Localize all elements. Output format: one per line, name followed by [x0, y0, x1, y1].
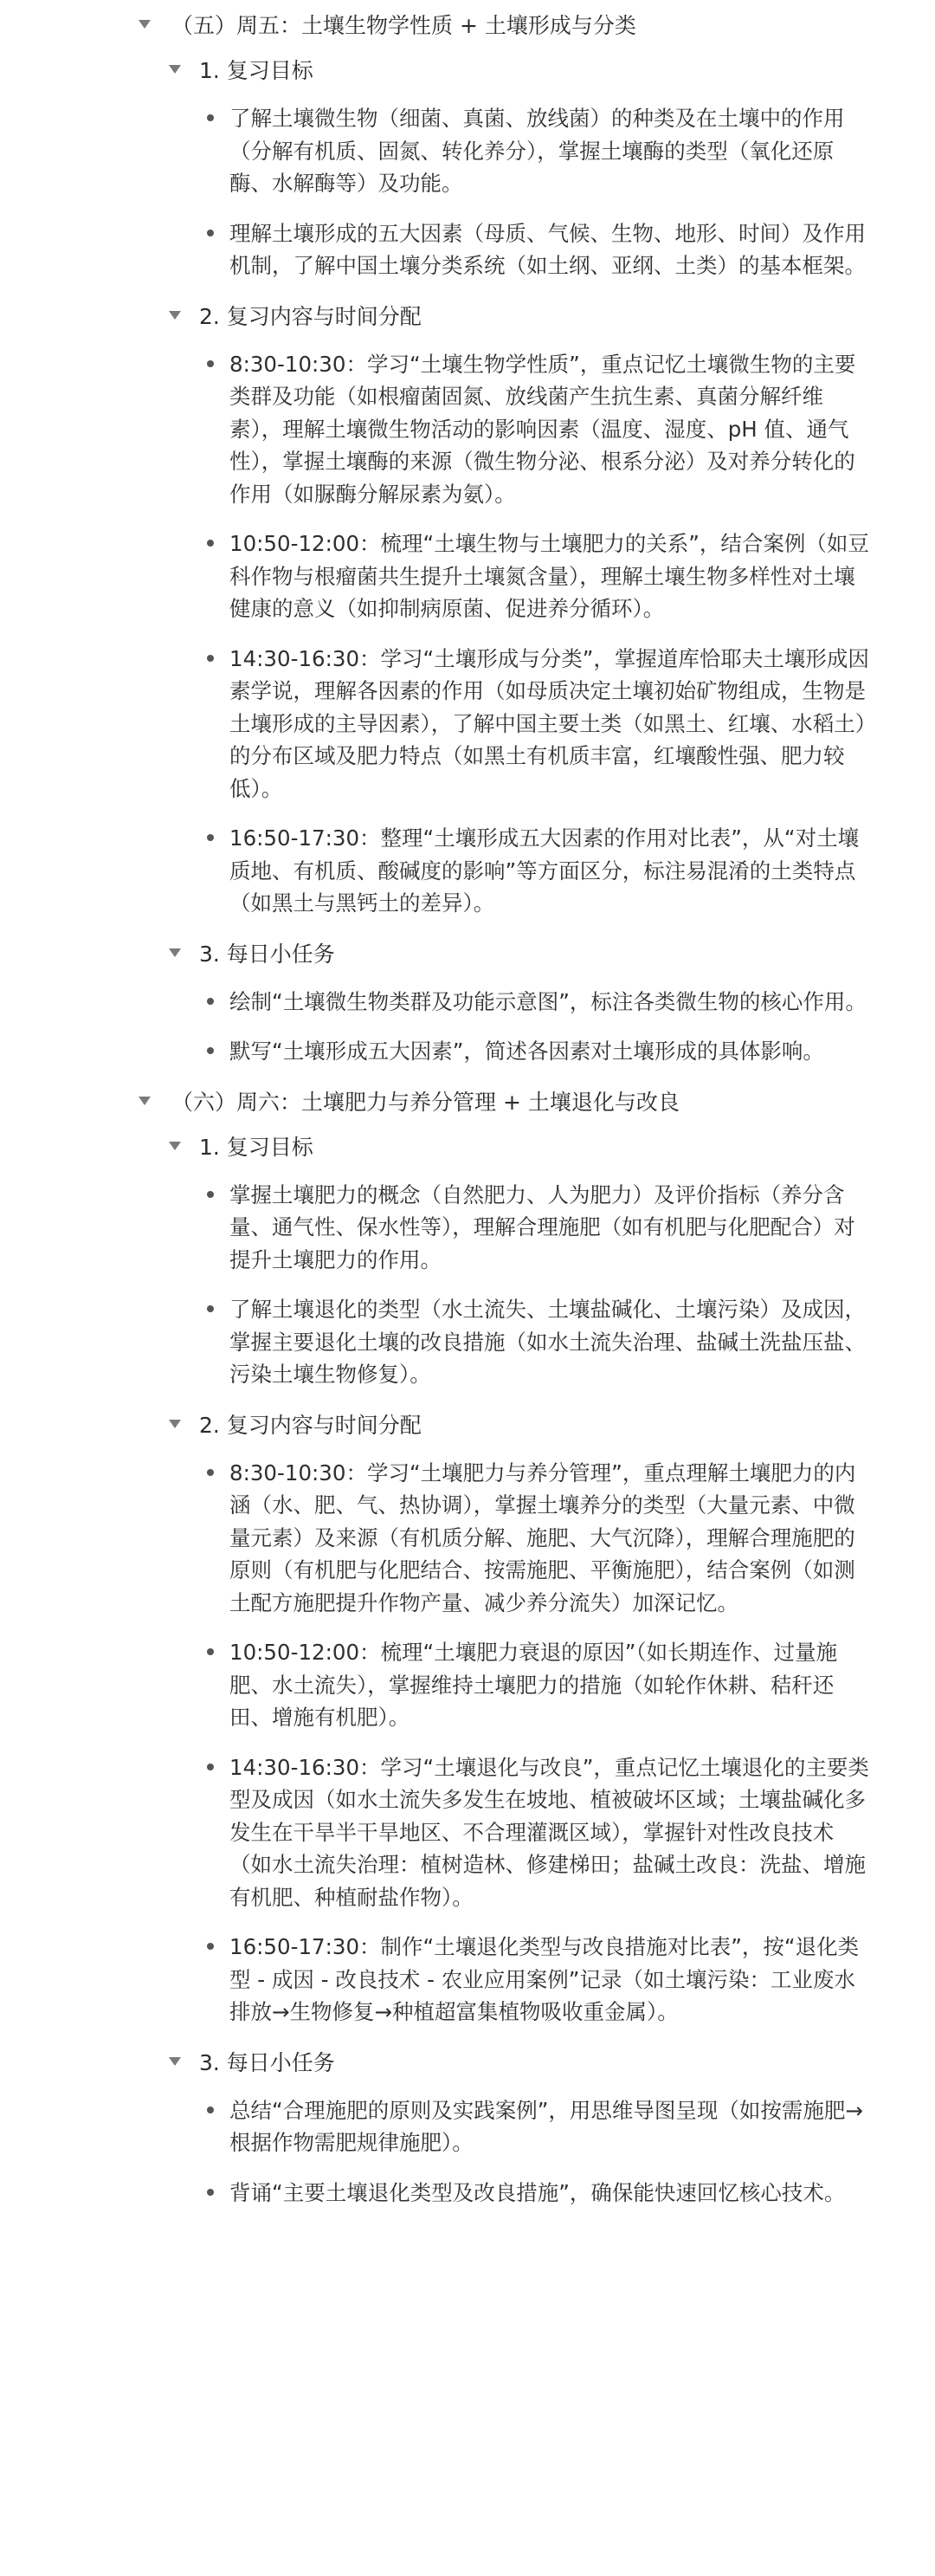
- bullet-dot-icon: [207, 834, 214, 841]
- collapse-caret-icon[interactable]: [169, 1142, 181, 1150]
- section-title: 3. 每日小任务: [199, 941, 335, 967]
- collapse-caret-icon[interactable]: [169, 1420, 181, 1428]
- list-item-text: 理解土壤形成的五大因素（母质、气候、生物、地形、时间）及作用机制，了解中国土壤分类系统（如土纲、亚纲、土类）的基本框架。: [229, 220, 866, 278]
- list-item: [229, 2094, 870, 2159]
- list-item: [229, 2177, 870, 2210]
- bullet-dot-icon: [207, 1648, 214, 1655]
- day-heading[interactable]: [0, 1078, 935, 1123]
- section-title: 2. 复习内容与时间分配: [199, 1412, 422, 1438]
- collapse-caret-icon[interactable]: [139, 20, 151, 29]
- collapse-caret-icon[interactable]: [139, 1097, 151, 1105]
- list-item-text: 绘制“土壤微生物类群及功能示意图”，标注各类微生物的核心作用。: [229, 988, 867, 1014]
- day-title: （五）周五：土壤生物学性质 + 土壤形成与分类: [171, 13, 636, 38]
- section-title: 1. 复习目标: [199, 1134, 313, 1160]
- list-item-text: 了解土壤微生物（细菌、真菌、放线菌）的种类及在土壤中的作用（分解有机质、固氮、转化养分），掌握土壤酶的类型（氧化还原酶、水解酶等）及功能。: [229, 106, 845, 196]
- list-item-text: 默写“土壤形成五大因素”，简述各因素对土壤形成的具体影响。: [229, 1039, 824, 1064]
- list-item-text: 背诵“主要土壤退化类型及改良措施”，确保能快速回忆核心技术。: [229, 2179, 846, 2205]
- bullet-dot-icon: [207, 998, 214, 1005]
- bullet-dot-icon: [207, 114, 214, 121]
- collapse-caret-icon[interactable]: [169, 311, 181, 320]
- day-block: [0, 1078, 935, 2210]
- bullet-dot-icon: [207, 1047, 214, 1054]
- bullet-list: [0, 1457, 935, 2029]
- collapse-caret-icon[interactable]: [169, 948, 181, 957]
- list-item: [229, 1636, 870, 1734]
- day-title: （六）周六：土壤肥力与养分管理 + 土壤退化与改良: [171, 1089, 680, 1115]
- day-heading[interactable]: [0, 2, 935, 47]
- section-heading[interactable]: [0, 930, 935, 975]
- bullet-dot-icon: [207, 1305, 214, 1312]
- bullet-dot-icon: [207, 1469, 214, 1476]
- collapse-caret-icon[interactable]: [169, 2057, 181, 2066]
- list-item: [229, 527, 870, 625]
- list-item-text: 掌握土壤肥力的概念（自然肥力、人为肥力）及评价指标（养分含量、通气性、保水性等），理解合理施肥（如有机肥与化肥配合）对提升土壤肥力的作用。: [229, 1181, 855, 1272]
- bullet-dot-icon: [207, 655, 214, 662]
- list-item-text: 16:50-17:30：整理“土壤形成五大因素的作用对比表”，从“对土壤质地、有机质、酸碱度的影响”等方面区分，标注易混淆的土类特点（如黑土与黑钙土的差异）。: [229, 825, 860, 916]
- list-item-text: 总结“合理施肥的原则及实践案例”，用思维导图呈现（如按需施肥→根据作物需肥规律施肥）。: [229, 2097, 863, 2155]
- list-item: [229, 1293, 870, 1391]
- list-item-text: 8:30-10:30：学习“土壤肥力与养分管理”，重点理解土壤肥力的内涵（水、肥、气、热协调），掌握土壤养分的类型（大量元素、中微量元素）及来源（有机质分解、施肥、大气沉降），理解合理施肥的原则（有机肥与化肥结合、按需施肥、平衡施肥），结合案例（如测土配方施肥提升作物产量、减少养分流失）加深记忆。: [229, 1460, 856, 1615]
- section-heading[interactable]: [0, 47, 935, 92]
- bullet-dot-icon: [207, 540, 214, 547]
- bullet-dot-icon: [207, 1764, 214, 1770]
- bullet-dot-icon: [207, 2107, 214, 2113]
- list-item-text: 14:30-16:30：学习“土壤退化与改良”，重点记忆土壤退化的主要类型及成因（如水土流失多发生在坡地、植被破坏区域；土壤盐碱化多发生在干旱半干旱地区、不合理灌溉区域），掌握针对性改良技术（如水土流失治理：植树造林、修建梯田；盐碱土改良：洗盐、增施有机肥、种植耐盐作物）。: [229, 1754, 869, 1910]
- list-item: [229, 1457, 870, 1620]
- list-item: [229, 643, 870, 806]
- bullet-list: [0, 348, 935, 920]
- list-item: [229, 217, 870, 282]
- day-block: [0, 2, 935, 1068]
- bullet-list: [0, 986, 935, 1068]
- bullet-dot-icon: [207, 360, 214, 367]
- list-item: [229, 1751, 870, 1914]
- bullet-list: [0, 102, 935, 282]
- section-title: 1. 复习目标: [199, 58, 313, 83]
- list-item: [229, 1179, 870, 1277]
- list-item: [229, 822, 870, 920]
- bullet-list: [0, 1179, 935, 1391]
- bullet-dot-icon: [207, 1191, 214, 1198]
- list-item-text: 14:30-16:30：学习“土壤形成与分类”，掌握道库恰耶夫土壤形成因素学说，理解各因素的作用（如母质决定土壤初始矿物组成，生物是土壤形成的主导因素），了解中国主要土类（如黑土、红壤、水稻土）的分布区域及肥力特点（如黑土有机质丰富，红壤酸性强、肥力较低）。: [229, 645, 869, 801]
- bullet-dot-icon: [207, 1943, 214, 1950]
- bullet-dot-icon: [207, 2189, 214, 2196]
- bullet-list: [0, 2094, 935, 2210]
- section-heading[interactable]: [0, 293, 935, 338]
- list-item-text: 16:50-17:30：制作“土壤退化类型与改良措施对比表”，按“退化类型 - 成因 - 改良技术 - 农业应用案例”记录（如土壤污染：工业废水排放→生物修复→种植超富集植物吸收重金属）。: [229, 1934, 860, 2024]
- collapse-caret-icon[interactable]: [169, 65, 181, 74]
- list-item-text: 10:50-12:00：梳理“土壤肥力衰退的原因”（如长期连作、过量施肥、水土流失），掌握维持土壤肥力的措施（如轮作休耕、秸秆还田、增施有机肥）。: [229, 1640, 838, 1730]
- list-item: [229, 102, 870, 200]
- section-title: 3. 每日小任务: [199, 2049, 335, 2075]
- list-item: [229, 348, 870, 511]
- bullet-dot-icon: [207, 230, 214, 236]
- section-heading[interactable]: [0, 2039, 935, 2084]
- section-heading[interactable]: [0, 1123, 935, 1168]
- section-title: 2. 复习内容与时间分配: [199, 303, 422, 329]
- list-item: [229, 1931, 870, 2029]
- list-item: [229, 986, 870, 1019]
- list-item-text: 8:30-10:30：学习“土壤生物学性质”，重点记忆土壤微生物的主要类群及功能（如根瘤菌固氮、放线菌产生抗生素、真菌分解纤维素），理解土壤微生物活动的影响因素（温度、湿度、pH 值、通气性），掌握土壤酶的来源（微生物分泌、根系分泌）及对养分转化的作用（如脲酶分解尿素为氨）。: [229, 351, 856, 507]
- list-item-text: 10:50-12:00：梳理“土壤生物与土壤肥力的关系”，结合案例（如豆科作物与根瘤菌共生提升土壤氮含量），理解土壤生物多样性对土壤健康的意义（如抑制病原菌、促进养分循环）。: [229, 531, 869, 621]
- section-heading[interactable]: [0, 1401, 935, 1447]
- list-item-text: 了解土壤退化的类型（水土流失、土壤盐碱化、土壤污染）及成因，掌握主要退化土壤的改良措施（如水土流失治理、盐碱土洗盐压盐、污染土壤生物修复）。: [229, 1297, 866, 1387]
- list-item: [229, 1035, 870, 1068]
